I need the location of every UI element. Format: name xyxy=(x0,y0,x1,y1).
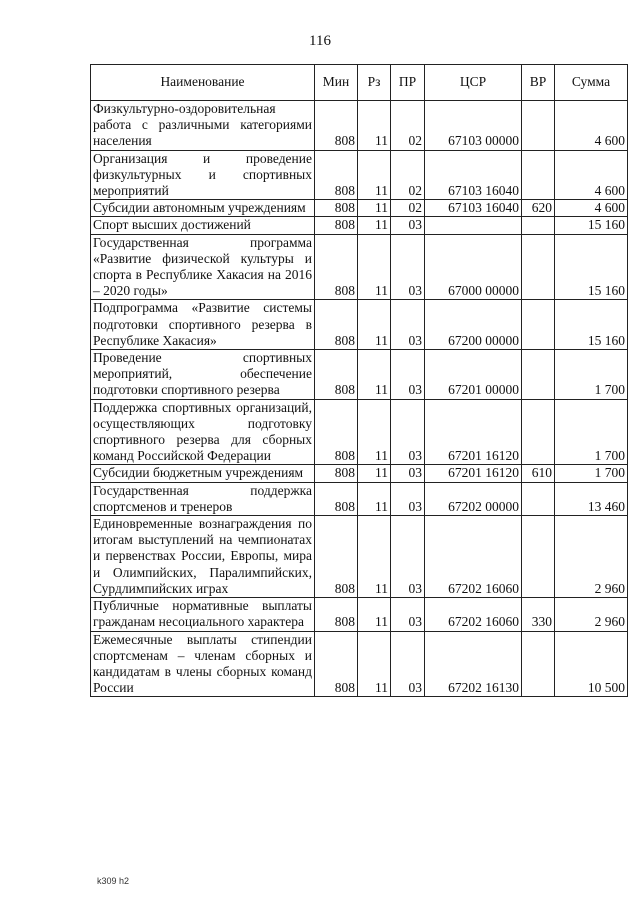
cell-sum: 15 160 xyxy=(555,217,628,234)
cell-pr: 03 xyxy=(391,516,425,598)
cell-rz: 11 xyxy=(358,150,391,200)
cell-vr: 330 xyxy=(522,598,555,631)
cell-rz: 11 xyxy=(358,300,391,350)
cell-rz: 11 xyxy=(358,482,391,515)
cell-name: Государственная поддержка спортсменов и тренеров xyxy=(91,482,315,515)
table-row xyxy=(91,101,628,151)
cell-vr xyxy=(522,101,555,151)
cell-pr: 03 xyxy=(391,300,425,350)
page-number: 116 xyxy=(309,33,331,49)
cell-min: 808 xyxy=(315,300,358,350)
cell-name: Проведение спортивных мероприятий, обеспечение подготовки спортивного резерва xyxy=(91,350,315,400)
cell-pr: 03 xyxy=(391,399,425,465)
cell-rz: 11 xyxy=(358,465,391,482)
header-csr: ЦСР xyxy=(425,65,522,101)
cell-vr xyxy=(522,234,555,300)
cell-sum: 1 700 xyxy=(555,465,628,482)
cell-csr: 67103 16040 xyxy=(425,150,522,200)
table-row xyxy=(91,399,628,465)
cell-vr xyxy=(522,150,555,200)
cell-name: Подпрограмма «Развитие системы подготовки спортивного резерва в Республике Хакасия» xyxy=(91,300,315,350)
cell-rz: 11 xyxy=(358,200,391,217)
cell-csr: 67000 00000 xyxy=(425,234,522,300)
cell-csr: 67202 16060 xyxy=(425,516,522,598)
cell-min: 808 xyxy=(315,217,358,234)
cell-name: Субсидии бюджетным учреждениям xyxy=(91,465,315,482)
cell-csr: 67200 00000 xyxy=(425,300,522,350)
cell-min: 808 xyxy=(315,631,358,697)
cell-min: 808 xyxy=(315,150,358,200)
cell-vr: 610 xyxy=(522,465,555,482)
cell-min: 808 xyxy=(315,482,358,515)
cell-vr xyxy=(522,516,555,598)
cell-pr: 03 xyxy=(391,482,425,515)
cell-csr: 67201 16120 xyxy=(425,399,522,465)
cell-rz: 11 xyxy=(358,101,391,151)
cell-min: 808 xyxy=(315,234,358,300)
cell-name: Публичные нормативные выплаты гражданам несоциального характера xyxy=(91,598,315,631)
cell-min: 808 xyxy=(315,200,358,217)
cell-vr xyxy=(522,300,555,350)
cell-csr xyxy=(425,217,522,234)
cell-sum: 1 700 xyxy=(555,350,628,400)
table-row xyxy=(91,350,628,400)
table-row xyxy=(91,465,628,482)
cell-vr: 620 xyxy=(522,200,555,217)
cell-csr: 67201 00000 xyxy=(425,350,522,400)
cell-csr: 67103 00000 xyxy=(425,101,522,151)
cell-min: 808 xyxy=(315,465,358,482)
header-name: Наименование xyxy=(91,65,315,101)
cell-sum: 1 700 xyxy=(555,399,628,465)
cell-sum: 13 460 xyxy=(555,482,628,515)
cell-pr: 03 xyxy=(391,350,425,400)
cell-pr: 03 xyxy=(391,465,425,482)
cell-rz: 11 xyxy=(358,516,391,598)
cell-pr: 03 xyxy=(391,234,425,300)
cell-name: Физкультурно-оздоровительная работа с различными категориями населения xyxy=(91,101,315,151)
cell-csr: 67201 16120 xyxy=(425,465,522,482)
cell-rz: 11 xyxy=(358,598,391,631)
cell-pr: 02 xyxy=(391,150,425,200)
cell-min: 808 xyxy=(315,598,358,631)
cell-min: 808 xyxy=(315,350,358,400)
cell-vr xyxy=(522,482,555,515)
table-row xyxy=(91,516,628,598)
table-row xyxy=(91,300,628,350)
header-pr: ПР xyxy=(391,65,425,101)
table-header-row xyxy=(91,65,628,101)
cell-min: 808 xyxy=(315,516,358,598)
cell-vr xyxy=(522,217,555,234)
table-row xyxy=(91,200,628,217)
cell-vr xyxy=(522,631,555,697)
cell-pr: 02 xyxy=(391,200,425,217)
header-vr: ВР xyxy=(522,65,555,101)
cell-rz: 11 xyxy=(358,631,391,697)
cell-min: 808 xyxy=(315,101,358,151)
cell-name: Государственная программа «Развитие физической культуры и спорта в Республике Хакасия на 2016 – 2020 годы» xyxy=(91,234,315,300)
cell-sum: 10 500 xyxy=(555,631,628,697)
cell-sum: 2 960 xyxy=(555,516,628,598)
cell-name: Спорт высших достижений xyxy=(91,217,315,234)
cell-pr: 03 xyxy=(391,217,425,234)
cell-csr: 67202 16060 xyxy=(425,598,522,631)
cell-pr: 02 xyxy=(391,101,425,151)
table-row xyxy=(91,598,628,631)
header-sum: Сумма xyxy=(555,65,628,101)
cell-sum: 4 600 xyxy=(555,150,628,200)
cell-name: Субсидии автономным учреждениям xyxy=(91,200,315,217)
cell-name: Организация и проведение физкультурных и спортивных мероприятий xyxy=(91,150,315,200)
cell-vr xyxy=(522,350,555,400)
cell-sum: 4 600 xyxy=(555,200,628,217)
table-row xyxy=(91,150,628,200)
table-row xyxy=(91,631,628,697)
cell-vr xyxy=(522,399,555,465)
cell-rz: 11 xyxy=(358,399,391,465)
table-body xyxy=(91,101,628,697)
cell-rz: 11 xyxy=(358,350,391,400)
cell-csr: 67202 16130 xyxy=(425,631,522,697)
cell-sum: 15 160 xyxy=(555,300,628,350)
cell-csr: 67202 00000 xyxy=(425,482,522,515)
cell-rz: 11 xyxy=(358,217,391,234)
footer-code: k309 h2 xyxy=(97,876,130,886)
table-row xyxy=(91,234,628,300)
cell-name: Единовременные вознаграждения по итогам выступлений на чемпионатах и первенствах России, Европы, мира и Олимпийских, Паралимпийских, Сурдлимпийских играх xyxy=(91,516,315,598)
cell-sum: 4 600 xyxy=(555,101,628,151)
cell-csr: 67103 16040 xyxy=(425,200,522,217)
cell-name: Поддержка спортивных организаций, осуществляющих подготовку спортивного резерва для сборных команд Российской Федерации xyxy=(91,399,315,465)
cell-pr: 03 xyxy=(391,598,425,631)
table-row xyxy=(91,217,628,234)
cell-min: 808 xyxy=(315,399,358,465)
table-row xyxy=(91,482,628,515)
budget-table xyxy=(90,64,628,697)
cell-sum: 15 160 xyxy=(555,234,628,300)
header-min: Мин xyxy=(315,65,358,101)
cell-pr: 03 xyxy=(391,631,425,697)
cell-rz: 11 xyxy=(358,234,391,300)
cell-name: Ежемесячные выплаты стипендии спортсменам – членам сборных и кандидатам в члены сборных команд России xyxy=(91,631,315,697)
cell-sum: 2 960 xyxy=(555,598,628,631)
header-rz: Рз xyxy=(358,65,391,101)
